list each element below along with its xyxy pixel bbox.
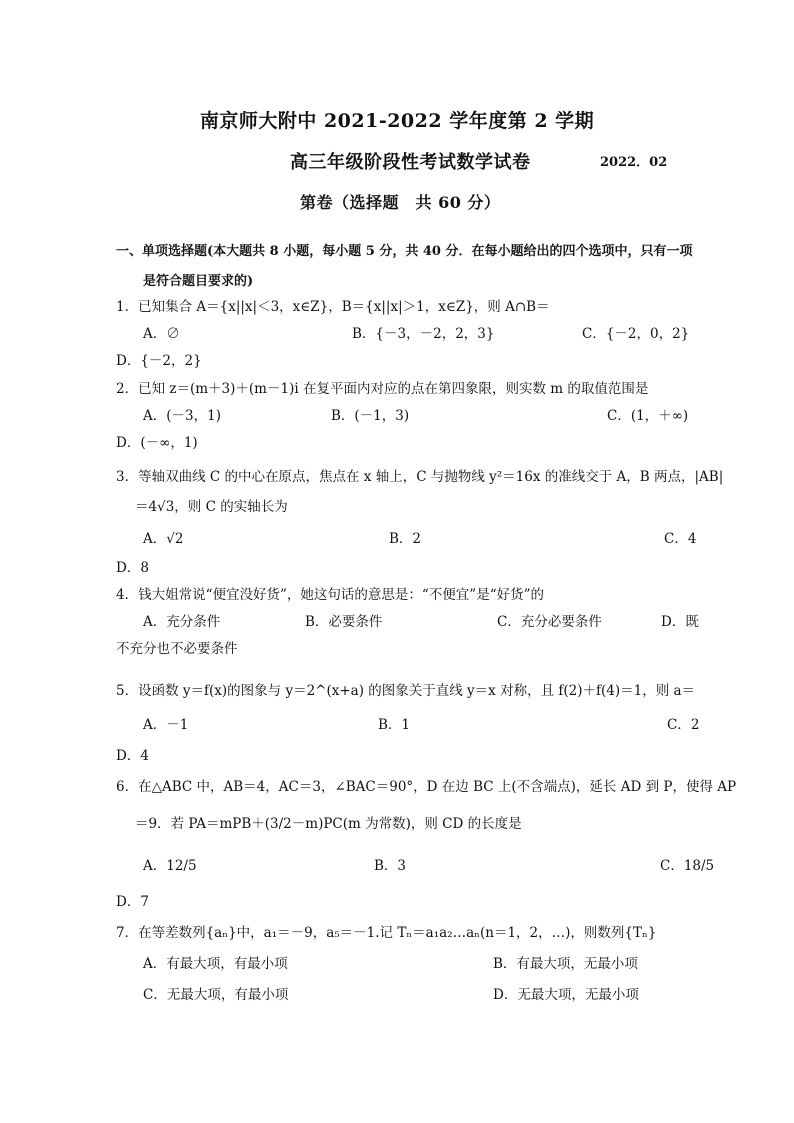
- question-4-stem: 4．钱大姐常说“便宜没好货”，她这句话的意思是：“不便宜”是“好货”的: [116, 587, 544, 603]
- question-6-option-c: C．18/5: [660, 858, 715, 874]
- exam-title-paper: 高三年级阶段性考试数学试卷: [290, 152, 531, 173]
- question-7-option-d: D．无最大项，无最小项: [493, 987, 639, 1003]
- question-1-option-c: C．{－2，0，2}: [582, 326, 690, 342]
- question-5-option-c: C．2: [667, 717, 700, 733]
- question-7-option-c: C．无最大项，有最小项: [143, 987, 289, 1003]
- question-4-option-a: A．充分条件: [143, 614, 221, 630]
- question-6-option-b: B．3: [374, 858, 407, 874]
- question-6-stem-line-1: 6．在△ABC 中，AB＝4，AC＝3，∠BAC＝90°，D 在边 BC 上(不含端点)，延长 AD 到 P，使得 AP: [116, 779, 737, 795]
- question-4-option-c: C．充分必要条件: [497, 614, 602, 630]
- question-4-option-d: D．既: [661, 614, 699, 630]
- question-3-stem-line-2: ＝4√3，则 C 的实轴长为: [135, 499, 288, 515]
- question-1-stem: 1．已知集合 A＝{x||x|＜3，x∈Z}，B＝{x||x|＞1，x∈Z}，则 A∩B＝: [116, 299, 550, 315]
- question-3-option-d: D．8: [116, 560, 149, 576]
- question-3-option-b: B．2: [389, 531, 422, 547]
- question-2-option-c: C．(1，＋∞): [607, 408, 689, 424]
- question-3-stem-line-1: 3．等轴双曲线 C 的中心在原点，焦点在 x 轴上，C 与抛物线 y²＝16x 的准线交于 A，B 两点，|AB|: [116, 469, 724, 485]
- question-5-option-a: A．－1: [143, 717, 189, 733]
- question-1-option-d: D．{－2，2}: [116, 353, 202, 369]
- question-2-stem: 2．已知 z＝(m＋3)＋(m－1)i 在复平面内对应的点在第四象限，则实数 m 的取值范围是: [116, 381, 649, 397]
- question-3-option-a: A．√2: [143, 531, 184, 547]
- question-2-option-a: A．(－3，1): [143, 408, 221, 424]
- question-5-option-b: B．1: [378, 717, 411, 733]
- question-1-option-a: A．∅: [143, 326, 180, 342]
- question-6-stem-line-2: ＝9．若 PA＝mPB＋(3/2－m)PC(m 为常数)，则 CD 的长度是: [135, 816, 522, 832]
- question-2-option-b: B．(－1，3): [331, 408, 410, 424]
- question-6-option-d: D．7: [116, 894, 149, 910]
- question-7-option-b: B．有最大项，无最小项: [493, 956, 638, 972]
- question-6-option-a: A．12/5: [143, 858, 197, 874]
- instructions-line-2: 是符合题目要求的): [143, 274, 254, 289]
- question-7-option-a: A．有最大项，有最小项: [143, 956, 288, 972]
- question-5-option-d: D．4: [116, 748, 149, 764]
- exam-date: 2022．02: [600, 155, 668, 170]
- instructions-line-1: 一、单项选择题(本大题共 8 小题，每小题 5 分，共 40 分．在每小题给出的四个选项中，只有一项: [116, 244, 693, 259]
- question-5-stem: 5．设函数 y＝f(x)的图象与 y＝2^(x+a) 的图象关于直线 y＝x 对称，且 f(2)＋f(4)＝1，则 a＝: [116, 683, 696, 699]
- question-7-stem: 7．在等差数列{aₙ}中，a₁＝－9，a₅＝－1.记 Tₙ＝a₁a₂…aₙ(n＝1，2，…)，则数列{Tₙ}: [116, 925, 657, 941]
- question-4-option-b: B．必要条件: [305, 614, 383, 630]
- question-3-option-c: C．4: [664, 531, 697, 547]
- question-4-option-d-continuation: 不充分也不必要条件: [116, 641, 238, 657]
- question-2-option-d: D．(－∞，1): [116, 435, 198, 451]
- question-1-option-b: B．{－3，－2，2，3}: [352, 326, 495, 342]
- exam-title-school: 南京师大附中 2021-2022 学年度第 2 学期: [199, 110, 595, 132]
- section-title: 第卷（选择题 共 60 分）: [300, 193, 501, 212]
